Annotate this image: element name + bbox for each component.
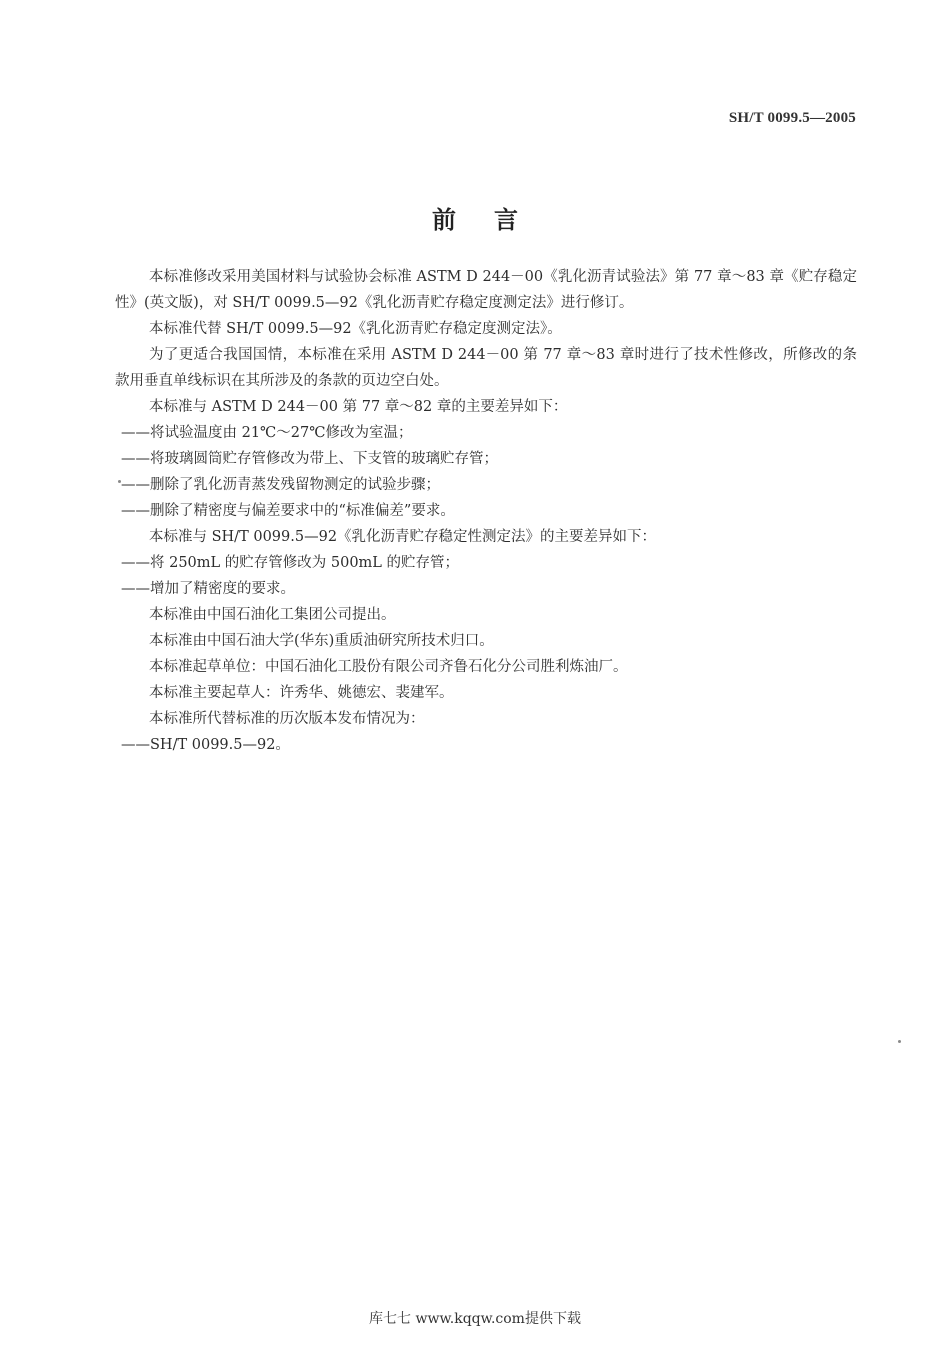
paragraph: 本标准由中国石油化工集团公司提出。 <box>149 607 396 623</box>
paragraph: 本标准与 ASTM D 244－00 第 77 章～82 章的主要差异如下： <box>149 399 568 415</box>
scan-speck <box>118 480 121 483</box>
list-item: ——增加了精密度的要求。 <box>121 581 295 597</box>
paragraph: 为了更适合我国国情，本标准在采用 ASTM D 244－00 第 77 章～83 章时进行了技术性修改，所修改的条款用垂直单线标识在其所涉及的条款的页边空白处。 <box>115 347 857 389</box>
list-item: ——删除了乳化沥青蒸发残留物测定的试验步骤； <box>121 477 440 493</box>
scan-speck <box>898 1040 901 1043</box>
list-item: ——将玻璃圆筒贮存管修改为带上、下支管的玻璃贮存管； <box>121 451 498 467</box>
page-title: 前言 <box>432 206 556 234</box>
paragraph: 本标准代替 SH/T 0099.5—92《乳化沥青贮存稳定度测定法》。 <box>149 321 562 337</box>
list-item: ——将 250mL 的贮存管修改为 500mL 的贮存管； <box>121 555 460 571</box>
paragraph: 本标准主要起草人：许秀华、姚德宏、裴建军。 <box>149 685 454 701</box>
paragraph: 本标准起草单位：中国石油化工股份有限公司齐鲁石化分公司胜利炼油厂。 <box>149 659 628 675</box>
download-footer: 库七七 www.kqqw.com提供下载 <box>369 1311 581 1327</box>
foreword-body <box>115 264 857 758</box>
paragraph: 本标准与 SH/T 0099.5—92《乳化沥青贮存稳定性测定法》的主要差异如下： <box>149 529 657 545</box>
paragraph: 本标准修改采用美国材料与试验协会标准 ASTM D 244－00《乳化沥青试验法》第 77 章～83 章《贮存稳定性》(英文版)，对 SH/T 0099.5—92《乳化沥青贮存稳定度测定法》进行修订。 <box>115 269 857 311</box>
paragraph: 本标准由中国石油大学(华东)重质油研究所技术归口。 <box>149 633 494 649</box>
list-item: ——SH/T 0099.5—92。 <box>121 737 290 753</box>
paragraph: 本标准所代替标准的历次版本发布情况为： <box>149 711 425 727</box>
list-item: ——删除了精密度与偏差要求中的“标准偏差”要求。 <box>121 503 455 519</box>
list-item: ——将试验温度由 21℃～27℃修改为室温； <box>121 425 413 441</box>
document-code: SH/T 0099.5—2005 <box>728 110 856 126</box>
